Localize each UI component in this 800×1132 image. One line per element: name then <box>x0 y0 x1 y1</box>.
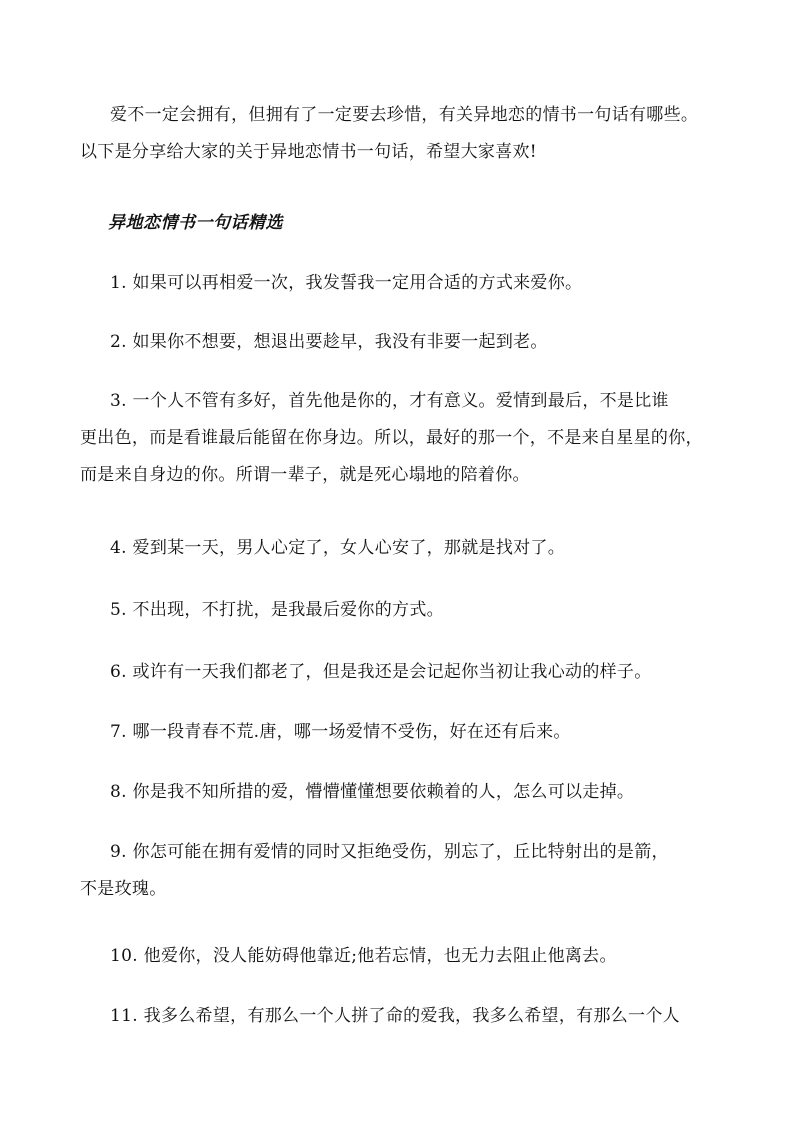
list-item-line: 不是玫瑰。 <box>80 879 167 899</box>
list-item-3 <box>80 383 740 494</box>
list-item-11 <box>80 998 740 1035</box>
section-title: 异地恋情书一句话精选 <box>108 213 283 233</box>
list-item-7 <box>80 714 740 751</box>
list-item-1 <box>80 265 740 302</box>
list-item-line: 9. 你怎可能在拥有爱情的同时又拒绝受伤，别忘了，丘比特射出的是箭， <box>110 842 669 862</box>
list-item-5 <box>80 592 740 629</box>
list-item-line: 1. 如果可以再相爱一次，我发誓我一定用合适的方式来爱你。 <box>110 273 583 293</box>
list-item-4 <box>80 530 740 567</box>
list-item-line: 3. 一个人不管有多好，首先他是你的，才有意义。爱情到最后，不是比谁 <box>110 391 669 411</box>
list-item-2 <box>80 324 740 361</box>
list-item-8 <box>80 774 740 811</box>
list-item-10 <box>80 938 740 975</box>
list-item-line: 更出色，而是看谁最后能留在你身边。所以，最好的那一个，不是来自星星的你， <box>80 428 703 448</box>
list-item-line: 2. 如果你不想要，想退出要趁早，我没有非要一起到老。 <box>110 332 548 352</box>
intro-paragraph <box>80 97 740 171</box>
list-item-line: 5. 不出现，不打扰，是我最后爱你的方式。 <box>110 600 444 620</box>
list-item-line: 11. 我多么希望，有那么一个人拼了命的爱我，我多么希望，有那么一个人 <box>110 1006 680 1026</box>
intro-line-2: 以下是分享给大家的关于异地恋情书一句话，希望大家喜欢! <box>80 142 537 162</box>
list-item-6 <box>80 654 740 691</box>
list-item-line: 6. 或许有一天我们都老了，但是我还是会记起你当初让我心动的样子。 <box>110 662 652 682</box>
list-item-9 <box>80 834 740 908</box>
list-item-line: 8. 你是我不知所措的爱，懵懵懂懂想要依赖着的人，怎么可以走掉。 <box>110 782 635 802</box>
list-item-line: 4. 爱到某一天，男人心定了，女人心安了，那就是找对了。 <box>110 538 566 558</box>
list-item-line: 10. 他爱你，没人能妨碍他靠近;他若忘情，也无力去阻止他离去。 <box>110 946 617 966</box>
list-item-line: 而是来自身边的你。所谓一辈子，就是死心塌地的陪着你。 <box>80 465 530 485</box>
list-item-line: 7. 哪一段青春不荒.唐，哪一场爱情不受伤，好在还有后来。 <box>110 722 571 742</box>
intro-line-1: 爱不一定会拥有，但拥有了一定要去珍惜，有关异地恋的情书一句话有哪些。 <box>110 105 699 125</box>
